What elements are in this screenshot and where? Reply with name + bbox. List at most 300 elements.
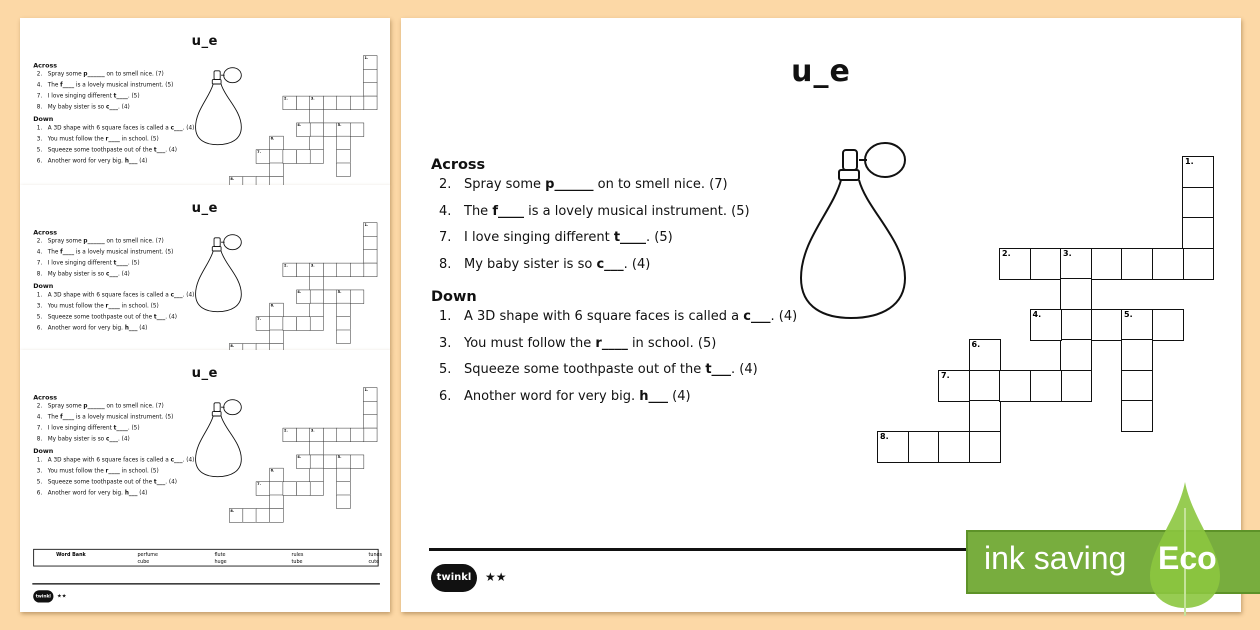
cell-number: 7. xyxy=(257,481,261,486)
crossword-cell[interactable] xyxy=(363,55,377,69)
clue-starting-letter: c xyxy=(105,103,110,111)
clue-text: Squeeze some toothpaste out of the xyxy=(47,146,154,154)
crossword-cell[interactable] xyxy=(256,176,270,185)
crossword-cell[interactable] xyxy=(242,508,256,522)
clue-text: The xyxy=(47,81,61,89)
clue-starting-letter: r xyxy=(595,335,602,351)
clue-blank: ___ xyxy=(156,478,166,486)
crossword-cell[interactable] xyxy=(363,96,377,110)
clue-starting-letter: t xyxy=(113,92,117,100)
crossword-cell[interactable] xyxy=(296,149,310,163)
crossword-cell[interactable] xyxy=(363,263,377,277)
crossword-cell[interactable] xyxy=(363,69,377,83)
crossword-cell[interactable] xyxy=(296,263,310,277)
clue-blank: ____ xyxy=(116,259,128,267)
perfume-bottle-icon xyxy=(797,130,917,330)
crossword-cell[interactable] xyxy=(336,481,350,495)
across-clue xyxy=(37,93,140,100)
clue-starting-letter: c xyxy=(170,291,174,299)
cell-number: 4. xyxy=(1032,309,1042,319)
clue-blank: ___ xyxy=(750,309,771,324)
crossword-cell[interactable] xyxy=(296,455,310,469)
word-bank-word: huge xyxy=(214,558,227,565)
crossword-cell[interactable] xyxy=(1030,248,1062,280)
crossword-cell[interactable] xyxy=(969,339,1001,371)
clue-text: . (5) xyxy=(646,230,673,245)
down-clue xyxy=(37,146,177,153)
word-bank-word: perfume xyxy=(137,551,158,558)
crossword-cell[interactable] xyxy=(1030,370,1062,402)
crossword-cell[interactable] xyxy=(310,263,324,277)
crossword-cell[interactable] xyxy=(363,387,377,401)
page-content xyxy=(401,18,1241,612)
word-bank-word: flute xyxy=(214,551,226,558)
cell-number: 4. xyxy=(297,454,302,459)
clue-text: A 3D shape with 6 square faces is called a xyxy=(47,456,171,464)
crossword-cell[interactable] xyxy=(323,428,337,442)
clue-blank: ___ xyxy=(128,489,138,497)
difficulty-stars: ★★ xyxy=(56,592,67,600)
clue-blank: ____ xyxy=(116,92,128,100)
clue-text: (4) xyxy=(668,388,691,404)
crossword-cell[interactable] xyxy=(256,316,270,330)
down-clue xyxy=(37,124,195,131)
crossword-cell[interactable] xyxy=(336,96,350,110)
clue-text: Spray some xyxy=(47,70,84,78)
crossword-cell[interactable] xyxy=(229,343,243,350)
clue-number: 2. xyxy=(439,177,452,192)
crossword-cell[interactable] xyxy=(310,316,324,330)
across-clue xyxy=(37,436,130,443)
clue-text: My baby sister is so xyxy=(464,256,597,272)
thumbnail-page-2[interactable] xyxy=(20,185,390,350)
clue-blank: ___ xyxy=(109,103,118,111)
clue-starting-letter: t xyxy=(113,259,117,267)
thumbnail-page-1[interactable] xyxy=(20,18,390,185)
clue-number: 2. xyxy=(36,237,43,245)
crossword-cell[interactable] xyxy=(323,455,337,469)
clue-number: 5. xyxy=(36,478,43,486)
clue-starting-letter: p xyxy=(83,237,88,245)
clue-text: Squeeze some toothpaste out of the xyxy=(47,313,154,321)
crossword-cell[interactable] xyxy=(283,263,297,277)
page-content xyxy=(20,350,390,611)
crossword-cell[interactable] xyxy=(336,163,350,177)
clue-starting-letter: r xyxy=(105,135,109,143)
cell-number: 3. xyxy=(1063,248,1072,258)
word-bank xyxy=(33,549,383,567)
crossword-cell[interactable] xyxy=(938,370,970,402)
crossword-cell[interactable] xyxy=(1121,248,1153,280)
crossword-cell[interactable] xyxy=(1121,370,1153,402)
down-clue xyxy=(37,467,159,474)
across-clue xyxy=(37,71,164,78)
clue-text: . (5) xyxy=(127,259,140,267)
clue-starting-letter: f xyxy=(492,203,498,219)
crossword-cell[interactable] xyxy=(336,263,350,277)
clue-text: (4) xyxy=(137,157,148,165)
clue-text: Another word for very big. xyxy=(464,388,640,404)
across-clue xyxy=(37,82,174,89)
crossword-cell[interactable] xyxy=(323,123,337,137)
crossword-cell[interactable] xyxy=(242,176,256,185)
crossword-cell[interactable] xyxy=(336,149,350,163)
crossword-cell[interactable] xyxy=(938,431,970,463)
clue-text: You must follow the xyxy=(47,302,106,310)
crossword-cell[interactable] xyxy=(336,468,350,482)
down-clue xyxy=(37,291,195,298)
crossword-cell[interactable] xyxy=(877,431,909,463)
eco-label: Eco xyxy=(1158,540,1217,576)
down-clue xyxy=(439,309,797,324)
ink-saving-label: ink saving xyxy=(984,540,1127,576)
down-clue xyxy=(37,157,148,164)
crossword-cell[interactable] xyxy=(1152,309,1184,341)
clue-number: 1. xyxy=(36,124,43,132)
clue-blank: ___ xyxy=(109,435,118,443)
crossword-cell[interactable] xyxy=(999,370,1031,402)
clue-number: 5. xyxy=(36,146,43,154)
crossword-cell[interactable] xyxy=(310,441,324,455)
crossword-cell[interactable] xyxy=(1121,309,1153,341)
clue-starting-letter: c xyxy=(596,256,605,272)
clue-starting-letter: c xyxy=(170,456,174,464)
clue-text: My baby sister is so xyxy=(47,270,106,278)
clue-text: . (4) xyxy=(117,435,130,443)
clue-starting-letter: t xyxy=(153,478,157,486)
cell-number: 5. xyxy=(1124,309,1133,319)
clue-starting-letter: p xyxy=(83,402,88,410)
worksheet-title: u_e xyxy=(191,32,218,49)
across-clue xyxy=(439,177,728,192)
clue-text: You must follow the xyxy=(47,467,106,475)
crossword-cell[interactable] xyxy=(256,149,270,163)
across-clue xyxy=(37,260,140,267)
word-bank-word: tunes xyxy=(368,551,383,558)
clue-number: 6. xyxy=(36,489,43,497)
crossword-cell[interactable] xyxy=(1060,309,1092,341)
down-clue xyxy=(439,336,716,351)
crossword-cell[interactable] xyxy=(310,96,324,110)
down-heading: Down xyxy=(33,282,54,290)
crossword-cell[interactable] xyxy=(269,343,283,350)
clue-blank: ____ xyxy=(108,302,120,310)
clue-text: on to smell nice. (7) xyxy=(104,237,164,245)
crossword-cell[interactable] xyxy=(229,176,243,185)
clue-text: is a lovely musical instrument. (5) xyxy=(74,81,174,89)
clue-blank: ___ xyxy=(173,291,183,299)
crossword-cell[interactable] xyxy=(283,481,297,495)
clue-text: The xyxy=(464,203,493,219)
crossword-cell[interactable] xyxy=(363,249,377,263)
crossword-cell[interactable] xyxy=(296,290,310,304)
clue-blank: ______ xyxy=(87,70,105,78)
footer-rule xyxy=(32,583,380,584)
down-clue xyxy=(37,135,159,142)
clue-number: 1. xyxy=(36,456,43,464)
clue-text: . (4) xyxy=(165,313,177,321)
crossword-cell[interactable] xyxy=(310,481,324,495)
clue-starting-letter: c xyxy=(105,435,110,443)
word-bank-word: cute xyxy=(368,558,380,565)
clue-text: is a lovely musical instrument. (5) xyxy=(523,203,750,219)
clue-number: 3. xyxy=(36,135,43,143)
crossword-cell[interactable] xyxy=(310,276,324,290)
clue-text: . (4) xyxy=(117,103,130,111)
crossword-cell[interactable] xyxy=(310,428,324,442)
clue-starting-letter: r xyxy=(105,467,109,475)
crossword-cell[interactable] xyxy=(269,149,283,163)
down-clue xyxy=(37,489,148,496)
crossword-cell[interactable] xyxy=(336,136,350,150)
crossword-cell[interactable] xyxy=(1152,248,1184,280)
clue-starting-letter: t xyxy=(153,146,157,154)
crossword-cell[interactable] xyxy=(1182,156,1214,188)
cell-number: 2. xyxy=(284,96,288,101)
across-clue xyxy=(37,104,130,111)
crossword-cell[interactable] xyxy=(296,316,310,330)
crossword-cell[interactable] xyxy=(1121,339,1153,371)
crossword-cell[interactable] xyxy=(999,248,1031,280)
crossword-cell[interactable] xyxy=(336,428,350,442)
across-clue xyxy=(37,425,140,432)
clue-starting-letter: f xyxy=(60,81,63,89)
crossword-cell[interactable] xyxy=(296,123,310,137)
crossword-cell[interactable] xyxy=(229,508,243,522)
crossword-cell[interactable] xyxy=(269,176,283,185)
down-heading: Down xyxy=(33,447,54,455)
clue-number: 6. xyxy=(36,324,43,332)
down-clue xyxy=(37,456,195,463)
cell-number: 7. xyxy=(257,149,261,154)
crossword-cell[interactable] xyxy=(269,508,283,522)
clue-text: . (5) xyxy=(127,424,140,432)
page-content xyxy=(20,185,390,350)
crossword-cell[interactable] xyxy=(310,455,324,469)
clue-text: . (4) xyxy=(770,309,798,324)
clue-starting-letter: h xyxy=(124,324,129,332)
crossword-cell[interactable] xyxy=(310,149,324,163)
clue-text: (4) xyxy=(137,489,148,497)
clue-blank: ___ xyxy=(648,388,668,404)
crossword-cell[interactable] xyxy=(1121,400,1153,432)
crossword-cell[interactable] xyxy=(269,481,283,495)
crossword-cell[interactable] xyxy=(350,428,364,442)
clue-blank: ____ xyxy=(108,467,120,475)
cell-number: 2. xyxy=(284,428,288,433)
clue-number: 4. xyxy=(36,248,43,256)
word-bank-word: rules xyxy=(291,551,304,558)
crossword-cell[interactable] xyxy=(269,303,283,317)
crossword-cell[interactable] xyxy=(363,222,377,236)
cell-number: 1. xyxy=(364,55,369,60)
crossword-cell[interactable] xyxy=(283,316,297,330)
clue-blank: ___ xyxy=(604,256,624,272)
across-clue xyxy=(439,257,650,272)
crossword-cell[interactable] xyxy=(283,428,297,442)
down-clue xyxy=(37,313,177,320)
clue-blank: ______ xyxy=(87,237,105,245)
crossword-cell[interactable] xyxy=(310,136,324,150)
clue-blank: ___ xyxy=(711,362,732,377)
crossword-cell[interactable] xyxy=(1060,278,1092,310)
crossword-cell[interactable] xyxy=(323,96,337,110)
crossword-cell[interactable] xyxy=(350,290,364,304)
cell-number: 2. xyxy=(1002,248,1011,258)
clue-text: Squeeze some toothpaste out of the xyxy=(47,478,154,486)
crossword-cell[interactable] xyxy=(336,123,350,137)
crossword-cell[interactable] xyxy=(1182,187,1214,219)
across-clue xyxy=(37,238,164,245)
clue-number: 8. xyxy=(36,270,43,278)
perfume-bottle-icon xyxy=(194,229,247,317)
crossword-cell[interactable] xyxy=(310,109,324,123)
across-heading: Across xyxy=(33,394,58,402)
cell-number: 8. xyxy=(230,508,235,513)
clue-starting-letter: p xyxy=(545,177,555,192)
crossword-cell[interactable] xyxy=(283,96,297,110)
crossword-cell[interactable] xyxy=(256,481,270,495)
clue-number: 3. xyxy=(36,302,43,310)
crossword-cell[interactable] xyxy=(363,82,377,96)
crossword-cell[interactable] xyxy=(1182,217,1214,249)
crossword-cell[interactable] xyxy=(310,303,324,317)
crossword-cell[interactable] xyxy=(363,236,377,250)
clue-text: . (4) xyxy=(117,270,130,278)
crossword-cell[interactable] xyxy=(969,370,1001,402)
perfume-bottle-icon xyxy=(194,394,247,482)
crossword-cell[interactable] xyxy=(310,123,324,137)
clue-blank: ____ xyxy=(620,230,647,245)
cell-number: 7. xyxy=(941,370,950,380)
cell-number: 3. xyxy=(310,428,315,433)
crossword-cell[interactable] xyxy=(363,401,377,415)
crossword-cell[interactable] xyxy=(1060,248,1092,280)
clue-starting-letter: r xyxy=(105,302,109,310)
thumbnail-page-3[interactable] xyxy=(20,350,390,612)
down-clue xyxy=(37,324,148,331)
crossword-cell[interactable] xyxy=(269,495,283,509)
clue-text: I love singing different xyxy=(47,259,114,267)
clue-text: I love singing different xyxy=(47,424,114,432)
clue-text: in school. (5) xyxy=(119,302,159,310)
clue-text: Another word for very big. xyxy=(47,489,125,497)
crossword-cell[interactable] xyxy=(336,455,350,469)
crossword-cell[interactable] xyxy=(350,455,364,469)
word-bank-word: cube xyxy=(137,558,150,565)
across-clue xyxy=(439,204,750,219)
crossword-cell[interactable] xyxy=(969,400,1001,432)
clue-text: in school. (5) xyxy=(119,467,159,475)
clue-text: You must follow the xyxy=(47,135,106,143)
clue-number: 3. xyxy=(439,335,452,351)
crossword-cell[interactable] xyxy=(1182,248,1214,280)
clue-blank: ____ xyxy=(601,335,628,351)
crossword-cell[interactable] xyxy=(310,290,324,304)
crossword-cell[interactable] xyxy=(350,263,364,277)
crossword-cell[interactable] xyxy=(350,123,364,137)
crossword-cell[interactable] xyxy=(269,316,283,330)
clue-text: . (4) xyxy=(182,291,195,299)
cell-number: 7. xyxy=(257,316,261,321)
clue-number: 3. xyxy=(36,467,43,475)
crossword-cell[interactable] xyxy=(336,495,350,509)
clue-blank: ______ xyxy=(87,402,105,410)
worksheet-title: u_e xyxy=(191,364,218,381)
crossword-cell[interactable] xyxy=(269,136,283,150)
crossword-cell[interactable] xyxy=(296,481,310,495)
clue-text: Squeeze some toothpaste out of the xyxy=(464,362,706,377)
crossword-cell[interactable] xyxy=(296,428,310,442)
down-clue xyxy=(37,478,177,485)
crossword-cell[interactable] xyxy=(1030,309,1062,341)
clue-blank: ____ xyxy=(62,248,75,256)
cell-number: 5. xyxy=(337,122,342,127)
crossword-cell[interactable] xyxy=(283,149,297,163)
crossword-cell[interactable] xyxy=(336,330,350,344)
crossword-cell[interactable] xyxy=(908,431,940,463)
cell-number: 5. xyxy=(337,289,342,294)
crossword-cell[interactable] xyxy=(363,414,377,428)
clue-number: 8. xyxy=(439,256,452,272)
clue-text: . (4) xyxy=(182,456,195,464)
cell-number: 8. xyxy=(230,343,235,348)
clue-number: 4. xyxy=(36,413,43,421)
clue-number: 8. xyxy=(36,103,43,111)
crossword-cell[interactable] xyxy=(310,468,324,482)
crossword-cell[interactable] xyxy=(1060,370,1092,402)
clue-text: Spray some xyxy=(47,237,84,245)
word-bank-word: tube xyxy=(291,558,303,565)
cell-number: 3. xyxy=(310,263,315,268)
clue-number: 7. xyxy=(36,424,43,432)
crossword-cell[interactable] xyxy=(363,428,377,442)
clue-starting-letter: c xyxy=(105,270,110,278)
clue-starting-letter: h xyxy=(124,157,129,165)
clue-number: 6. xyxy=(439,388,452,404)
crossword-cell[interactable] xyxy=(296,96,310,110)
crossword-cell[interactable] xyxy=(350,96,364,110)
crossword-cell[interactable] xyxy=(323,263,337,277)
clue-starting-letter: p xyxy=(83,70,88,78)
crossword-cell[interactable] xyxy=(256,508,270,522)
clue-blank: ___ xyxy=(109,270,118,278)
cell-number: 1. xyxy=(1185,157,1194,166)
down-heading: Down xyxy=(431,289,477,305)
crossword-cell[interactable] xyxy=(256,343,270,350)
crossword-cell[interactable] xyxy=(336,303,350,317)
clue-text: on to smell nice. (7) xyxy=(593,177,728,192)
crossword-cell[interactable] xyxy=(269,330,283,344)
crossword-cell[interactable] xyxy=(969,431,1001,463)
crossword-cell[interactable] xyxy=(323,290,337,304)
clue-starting-letter: h xyxy=(639,388,649,404)
clue-number: 1. xyxy=(439,309,452,324)
crossword-cell[interactable] xyxy=(336,316,350,330)
crossword-cell[interactable] xyxy=(1060,339,1092,371)
crossword-cell[interactable] xyxy=(1091,309,1123,341)
crossword-cell[interactable] xyxy=(336,290,350,304)
crossword-cell[interactable] xyxy=(242,343,256,350)
clue-starting-letter: c xyxy=(743,309,751,324)
across-heading: Across xyxy=(431,157,486,173)
clue-blank: ___ xyxy=(173,124,183,132)
clue-number: 4. xyxy=(36,81,43,89)
crossword-cell[interactable] xyxy=(269,468,283,482)
crossword-cell[interactable] xyxy=(269,163,283,177)
cell-number: 8. xyxy=(880,431,889,441)
crossword-cell[interactable] xyxy=(1091,248,1123,280)
